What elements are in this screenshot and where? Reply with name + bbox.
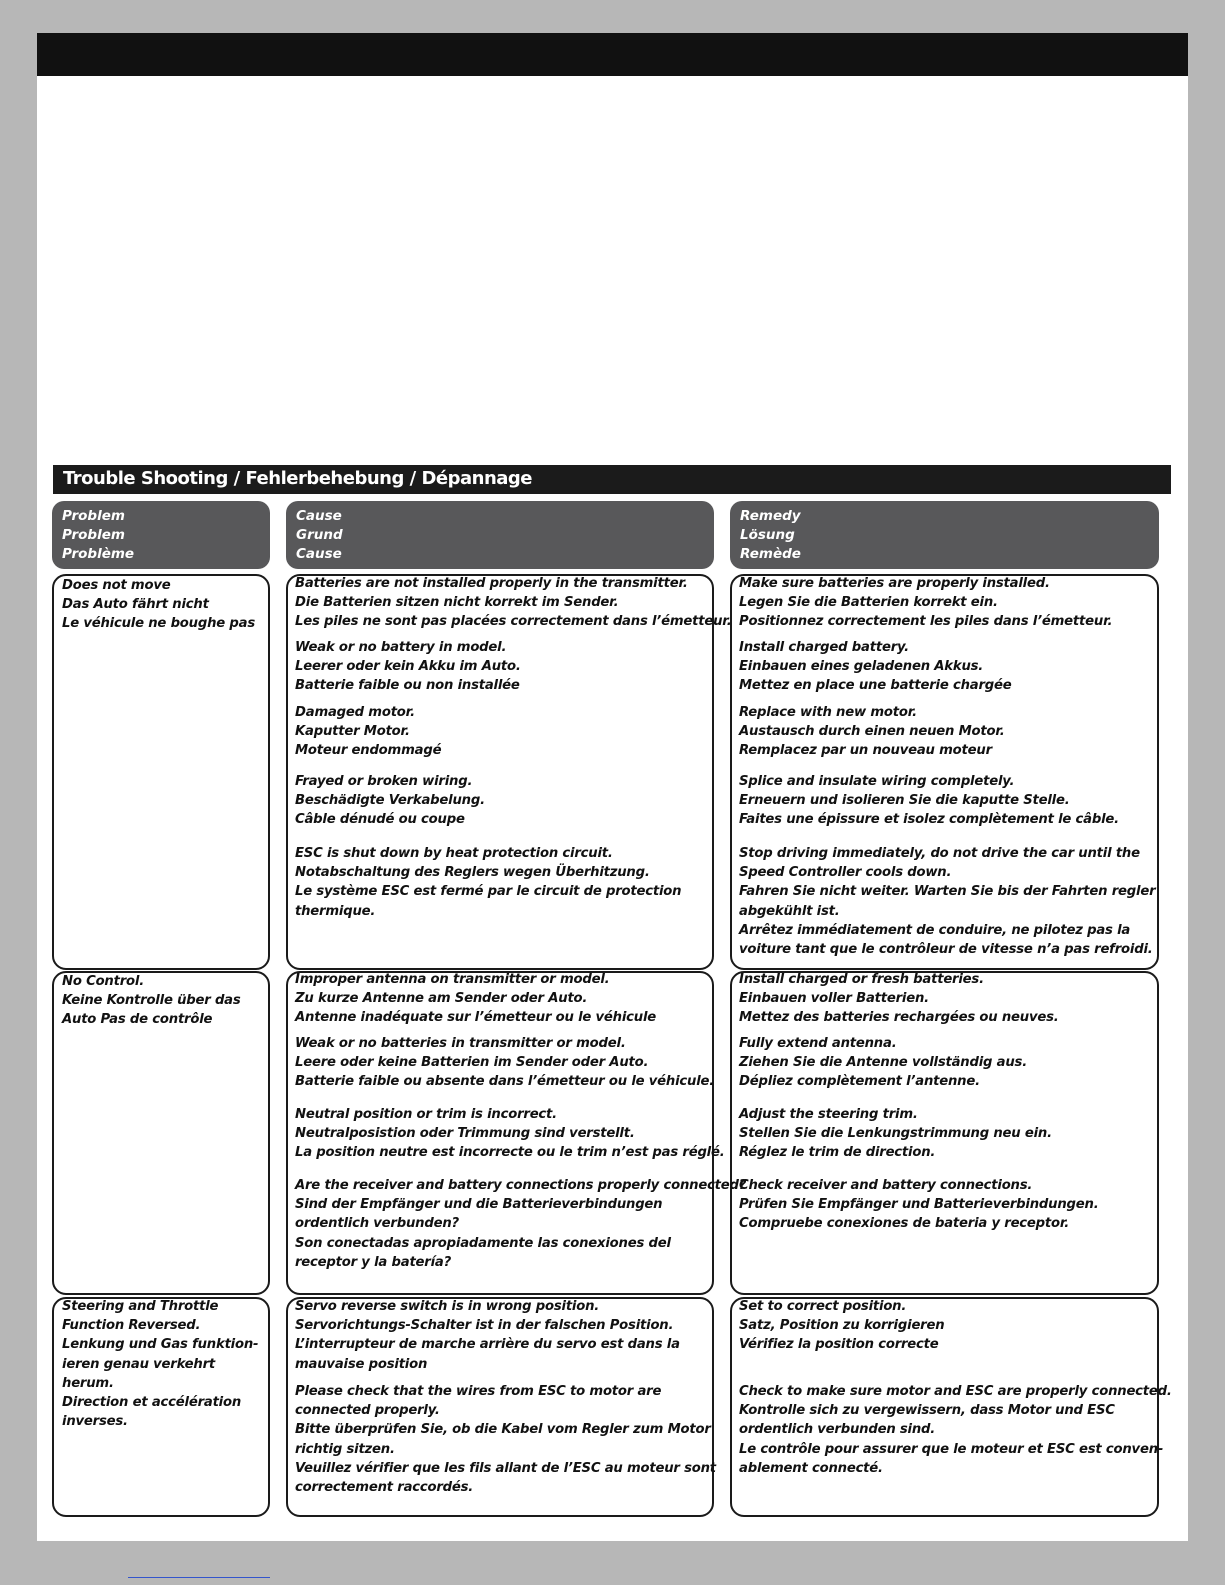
cause-line: Servo reverse switch is in wrong position. (295, 1299, 600, 1314)
header-problem-fr: Problème (62, 546, 135, 562)
cause-3-1 (295, 1297, 680, 1374)
remedy-line: Stellen Sie die Lenkungstrimmung neu ein. (739, 1126, 1052, 1142)
cause-line: Please check that the wires from ESC to motor are (295, 1384, 662, 1399)
cause-line: Improper antenna on transmitter or model. (295, 972, 610, 987)
remedy-line: Einbauen voller Batterien. (739, 991, 929, 1007)
cause-line: richtig sitzen. (295, 1441, 395, 1457)
remedy-line: Kontrolle sich zu vergewissern, dass Motor und ESC (739, 1403, 1115, 1419)
cause-line: Sind der Empfänger und die Batterieverbindungen (295, 1197, 663, 1213)
header-problem-en: Problem (62, 508, 125, 524)
cause-line: Weak or no batteries in transmitter or model. (295, 1036, 626, 1051)
cause-line: Servorichtungs-Schalter ist in der falschen Position. (295, 1318, 674, 1334)
cause-line: Câble dénudé ou coupe (295, 812, 465, 828)
problem-line: Direction et accélération (62, 1395, 242, 1411)
problem-text-2 (62, 972, 241, 1030)
remedy-line: Erneuern und isolieren Sie die kaputte Stelle. (739, 793, 1070, 809)
problem-line: Das Auto fährt nicht (62, 597, 209, 613)
cause-line: Bitte überprüfen Sie, ob die Kabel vom Regler zum Motor (295, 1422, 711, 1438)
header-remedy-en: Remedy (740, 508, 801, 524)
cause-line: Neutralposistion oder Trimmung sind verstellt. (295, 1126, 635, 1142)
remedy-line: Legen Sie die Batterien korrekt ein. (739, 595, 998, 611)
problem-line: No Control. (62, 974, 145, 989)
header-cause-en: Cause (296, 508, 342, 524)
remedy-line: Ziehen Sie die Antenne vollständig aus. (739, 1055, 1028, 1071)
remedy-line: Check to make sure motor and ESC are properly connected. (739, 1384, 1172, 1399)
remedy-line: Install charged battery. (739, 640, 909, 655)
remedy-line: abgekühlt ist. (739, 903, 840, 919)
cause-1-2 (295, 638, 521, 696)
remedy-line: Remplacez par un nouveau moteur (739, 743, 992, 759)
remedy-1-3 (739, 703, 1005, 761)
cause-line: Leere oder keine Batterien im Sender oder Auto. (295, 1055, 649, 1071)
remedy-line: Mettez en place une batterie chargée (739, 678, 1012, 694)
cause-line: ordentlich verbunden? (295, 1216, 459, 1232)
remedy-line: Check receiver and battery connections. (739, 1178, 1033, 1193)
remedy-line: ablement connecté. (739, 1460, 883, 1476)
problem-line: Does not move (62, 578, 171, 593)
remedy-2-3 (739, 1105, 1052, 1163)
remedy-line: Install charged or fresh batteries. (739, 972, 984, 987)
cause-line: correctement raccordés. (295, 1480, 474, 1496)
cause-line: Veuillez vérifier que les fils allant de l’ESC au moteur sont (295, 1460, 716, 1476)
remedy-2-1 (739, 970, 1059, 1028)
problem-line: Auto Pas de contrôle (62, 1012, 213, 1028)
problem-line: Le véhicule ne boughe pas (62, 616, 256, 632)
cause-line: Son conectadas apropiadamente las conexiones del (295, 1235, 671, 1251)
remedy-line: Dépliez complètement l’antenne. (739, 1074, 980, 1090)
cause-1-4 (295, 772, 485, 830)
cause-1-1 (295, 574, 732, 632)
cause-line: La position neutre est incorrecte ou le trim n’est pas réglé. (295, 1145, 725, 1161)
remedy-line: Réglez le trim de direction. (739, 1145, 936, 1161)
remedy-line: Set to correct position. (739, 1299, 907, 1314)
remedy-line: Satz, Position zu korrigieren (739, 1318, 945, 1334)
cause-line: Batterie faible ou absente dans l’émetteur ou le véhicule. (295, 1074, 715, 1090)
problem-line: Keine Kontrolle über das (62, 993, 241, 1009)
header-problem-de: Problem (62, 527, 125, 543)
remedy-line: Fully extend antenna. (739, 1036, 897, 1051)
remedy-1-4 (739, 772, 1119, 830)
troubleshooting-title-bar (53, 465, 1171, 494)
remedy-line: Replace with new motor. (739, 705, 917, 720)
remedy-line: voiture tant que le contrôleur de vitesse n’a pas refroidi. (739, 942, 1153, 958)
cause-line: Zu kurze Antenne am Sender oder Auto. (295, 991, 588, 1007)
section-title: Trouble Shooting / Fehlerbehebung / Dépannage (63, 468, 532, 489)
remedy-line: Speed Controller cools down. (739, 865, 952, 881)
problem-line: Lenkung und Gas funktion- (62, 1337, 259, 1353)
manual-page (37, 33, 1188, 1541)
remedy-line: Arrêtez immédiatement de conduire, ne pilotez pas la (739, 922, 1131, 938)
problem-line: Steering and Throttle (62, 1299, 219, 1314)
header-cause-fr: Cause (296, 546, 342, 562)
problem-line: ieren genau verkehrt (62, 1356, 216, 1372)
remedy-line: ordentlich verbunden sind. (739, 1422, 936, 1438)
remedy-line: Splice and insulate wiring completely. (739, 774, 1015, 789)
cause-line: Les piles ne sont pas placées correctement dans l’émetteur. (295, 614, 732, 630)
cause-3-2 (295, 1382, 716, 1497)
cause-line: Kaputter Motor. (295, 724, 410, 740)
remedy-line: Le contrôle pour assurer que le moteur et ESC est conven- (739, 1441, 1164, 1457)
cause-line: ESC is shut down by heat protection circuit. (295, 846, 613, 861)
header-cause-de: Grund (296, 527, 343, 543)
remedy-line: Prüfen Sie Empfänger und Batterieverbindungen. (739, 1197, 1099, 1213)
cause-2-1 (295, 970, 656, 1028)
remedy-2-4 (739, 1176, 1099, 1234)
remedy-3-1 (739, 1297, 944, 1355)
remedy-line: Positionnez correctement les piles dans l’émetteur. (739, 614, 1113, 630)
problem-text-3 (62, 1297, 258, 1431)
cause-line: Damaged motor. (295, 705, 415, 720)
cause-line: Weak or no battery in model. (295, 640, 507, 655)
cause-line: Batterie faible ou non installée (295, 678, 520, 694)
cause-line: Antenne inadéquate sur l’émetteur ou le véhicule (295, 1010, 657, 1026)
cause-2-2 (295, 1034, 714, 1092)
cause-line: Neutral position or trim is incorrect. (295, 1107, 557, 1122)
header-cause (286, 501, 714, 569)
bottom-link-underline (128, 1577, 270, 1578)
problem-line: herum. (62, 1375, 114, 1391)
cause-line: L’interrupteur de marche arrière du servo est dans la (295, 1337, 680, 1353)
cause-line: Notabschaltung des Reglers wegen Überhitzung. (295, 865, 650, 881)
cause-line: Leerer oder kein Akku im Auto. (295, 659, 521, 675)
remedy-1-5 (739, 844, 1155, 959)
cause-line: Beschädigte Verkabelung. (295, 793, 485, 809)
remedy-line: Austausch durch einen neuen Motor. (739, 724, 1005, 740)
remedy-line: Adjust the steering trim. (739, 1107, 918, 1122)
remedy-line: Vérifiez la position correcte (739, 1337, 939, 1353)
remedy-line: Compruebe conexiones de bateria y receptor. (739, 1216, 1070, 1232)
remedy-line: Einbauen eines geladenen Akkus. (739, 659, 984, 675)
cause-line: receptor y la batería? (295, 1254, 452, 1270)
top-header-bar (37, 33, 1188, 76)
cause-1-3 (295, 703, 441, 761)
header-problem (52, 501, 270, 569)
remedy-line: Mettez des batteries rechargées ou neuves. (739, 1010, 1059, 1026)
cause-line: Moteur endommagé (295, 743, 442, 759)
cause-line: Die Batterien sitzen nicht korrekt im Sender. (295, 595, 619, 611)
remedy-line: Faites une épissure et isolez complètement le câble. (739, 812, 1119, 828)
cause-2-4 (295, 1176, 746, 1272)
remedy-3-2 (739, 1382, 1172, 1478)
cause-2-3 (295, 1105, 725, 1163)
header-remedy-de: Lösung (740, 527, 795, 543)
header-remedy-fr: Remède (740, 546, 801, 562)
cause-line: thermique. (295, 903, 376, 919)
problem-line: Function Reversed. (62, 1318, 201, 1334)
cause-line: connected properly. (295, 1403, 440, 1419)
remedy-1-1 (739, 574, 1112, 632)
cause-line: Le système ESC est fermé par le circuit de protection (295, 884, 682, 900)
remedy-1-2 (739, 638, 1012, 696)
cause-1-5 (295, 844, 681, 921)
cause-line: Batteries are not installed properly in the transmitter. (295, 576, 688, 591)
header-remedy (730, 501, 1159, 569)
cause-line: mauvaise position (295, 1356, 428, 1372)
remedy-line: Fahren Sie nicht weiter. Warten Sie bis der Fahrten regler (739, 884, 1156, 900)
problem-line: inverses. (62, 1414, 128, 1430)
remedy-line: Make sure batteries are properly installed. (739, 576, 1050, 591)
cause-line: Are the receiver and battery connections properly connected? (295, 1178, 747, 1193)
cause-line: Frayed or broken wiring. (295, 774, 473, 789)
problem-text-1 (62, 576, 255, 634)
remedy-2-2 (739, 1034, 1027, 1092)
remedy-line: Stop driving immediately, do not drive the car until the (739, 846, 1140, 861)
